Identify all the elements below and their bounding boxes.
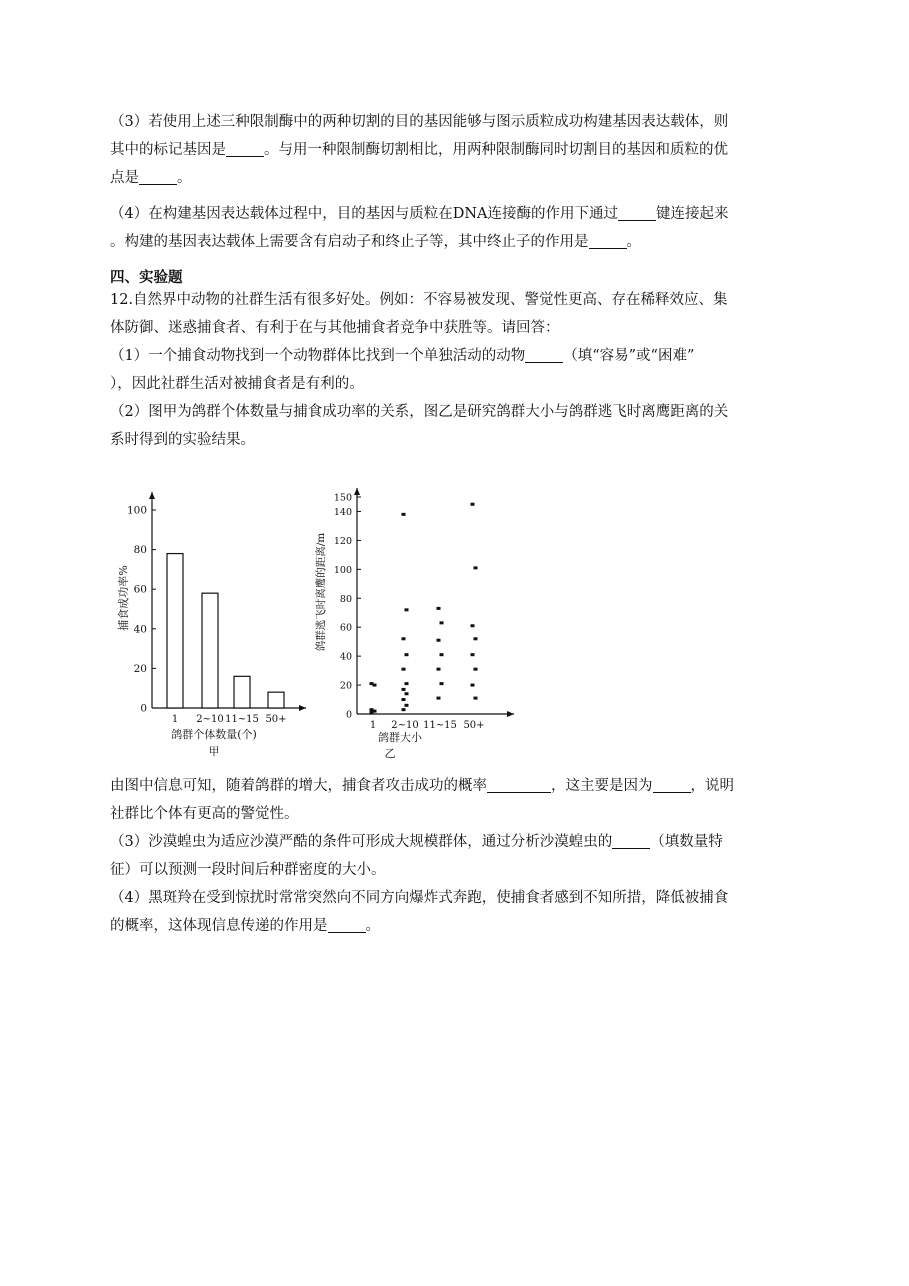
y-tick-label: 140	[333, 506, 352, 518]
question-12-block	[110, 286, 800, 454]
y-tick-label: 60	[339, 622, 352, 634]
data-point	[402, 708, 406, 711]
y-tick-label: 40	[133, 623, 147, 636]
y-tick-label: 0	[345, 709, 352, 721]
data-point	[405, 608, 409, 611]
q12-part2-line-2: 系时得到的实验结果。	[110, 432, 255, 448]
q12-after-line-2: 社群比个体有更高的警觉性。	[110, 806, 299, 822]
data-point	[370, 708, 374, 711]
y-tick-label: 100	[333, 564, 352, 576]
q12-part3-line-2: 征）可以预测一段时间后种群密度的大小。	[110, 862, 386, 878]
data-point	[474, 637, 478, 640]
chart-jia	[116, 492, 306, 758]
y-tick-label: 20	[133, 662, 147, 675]
question-4-block	[110, 200, 800, 256]
q12-part3-line-1: （3）沙漠蝗虫为适应沙漠严酷的条件可形成大规模群体，通过分析沙漠蝗虫的 （填数量特	[110, 834, 723, 850]
answer-blank[interactable]	[618, 204, 656, 221]
q12-part1-line-1: （1）一个捕食动物找到一个动物群体比找到一个单独活动的动物 （填“容易”或“困难”	[110, 348, 695, 364]
q12-intro-1: 12.自然界中动物的社群生活有很多好处。例如：不容易被发现、警觉性更高、存在稀释效应、集	[110, 292, 728, 308]
data-point	[405, 704, 409, 707]
data-point	[402, 698, 406, 701]
data-point	[405, 692, 409, 695]
x-axis-title: 鸽群大小	[378, 731, 422, 744]
data-point	[402, 668, 406, 671]
q12-part4-line-1: （4）黑斑羚在受到惊扰时常常突然向不同方向爆炸式奔跑，使捕食者感到不知所措，降低被捕食	[110, 890, 729, 906]
data-point	[405, 653, 409, 656]
x-axis-title: 鸽群个体数量(个)	[171, 728, 257, 741]
y-tick-label: 40	[339, 651, 352, 663]
data-point	[370, 682, 374, 685]
answer-blank[interactable]	[589, 232, 627, 249]
answer-blank[interactable]	[328, 916, 366, 933]
x-tick-label: 2~10	[196, 714, 224, 725]
y-tick-label: 80	[133, 544, 147, 557]
data-point	[402, 637, 406, 640]
q12-part2-line-1: （2）图甲为鸽群个体数量与捕食成功率的关系，图乙是研究鸽群大小与鸽群逃飞时离鹰距离的关	[110, 404, 729, 420]
x-tick-label: 11~15	[423, 720, 457, 731]
y-axis-title: 捕食成功率%	[117, 565, 130, 631]
section-title: 四、实验题	[110, 270, 183, 286]
q4-line-1: （4）在构建基因表达载体过程中，目的基因与质粒在DNA连接酶的作用下通过 键连接起来	[110, 206, 729, 222]
figure-charts	[0, 480, 909, 770]
x-tick-label: 11~15	[225, 714, 259, 725]
answer-blank[interactable]	[226, 140, 264, 157]
x-tick-label: 1	[171, 714, 179, 725]
data-point	[474, 697, 478, 700]
x-tick-label: 2~10	[391, 720, 419, 731]
y-tick-label: 0	[140, 702, 147, 715]
q12-part4-line-2: 的概率，这体现信息传递的作用是 。	[110, 918, 380, 934]
data-point	[437, 607, 441, 610]
q12-part1-line-2: ），因此社群生活对被捕食者是有利的。	[110, 376, 364, 392]
chart-yi	[314, 488, 514, 760]
data-point	[402, 688, 406, 691]
answer-blank[interactable]	[525, 346, 563, 363]
data-point	[471, 653, 475, 656]
question-12-continued	[110, 772, 800, 940]
chart-caption: 甲	[208, 745, 220, 758]
q3-line-2: 其中的标记基因是 。与用一种限制酶切割相比，用两种限制酶同时切割目的基因和质粒的优	[110, 142, 728, 158]
y-tick-label: 150	[333, 492, 352, 504]
bar	[167, 554, 183, 708]
q3-line-3: 点是 。	[110, 170, 192, 186]
answer-blank[interactable]	[139, 168, 177, 185]
data-point	[437, 639, 441, 642]
bar	[202, 593, 218, 708]
y-axis-arrow	[354, 488, 360, 495]
x-tick-label: 50+	[463, 720, 485, 731]
y-tick-label: 120	[333, 535, 352, 547]
data-point	[474, 668, 478, 671]
data-point	[474, 566, 478, 569]
data-point	[437, 668, 441, 671]
data-point	[471, 684, 475, 687]
answer-blank[interactable]	[487, 776, 551, 793]
data-point	[471, 624, 475, 627]
x-axis-arrow	[299, 705, 306, 711]
q12-intro-2: 体防御、迷惑捕食者、有利于在与其他捕食者竞争中获胜等。请回答：	[110, 320, 560, 336]
question-3-block	[110, 108, 800, 192]
bar	[268, 692, 284, 708]
q3-line-1: （3）若使用上述三种限制酶中的两种切割的目的基因能够与图示质粒成功构建基因表达载体，则	[110, 114, 729, 130]
data-point	[402, 513, 406, 516]
answer-blank[interactable]	[612, 832, 650, 849]
y-tick-label: 60	[133, 583, 147, 596]
chart-caption: 乙	[384, 747, 396, 760]
data-point	[440, 682, 444, 685]
data-point	[440, 621, 444, 624]
x-tick-label: 1	[369, 720, 377, 731]
y-tick-label: 100	[126, 504, 147, 517]
y-axis-title: 鸽群逃飞时离鹰的距离/m	[315, 532, 327, 652]
data-point	[471, 503, 475, 506]
y-axis-arrow	[149, 492, 155, 499]
y-tick-label: 80	[339, 593, 352, 605]
data-point	[437, 697, 441, 700]
data-point	[440, 653, 444, 656]
q4-line-2: 。构建的基因表达载体上需要含有启动子和终止子等，其中终止子的作用是 。	[110, 234, 641, 250]
answer-blank[interactable]	[653, 776, 691, 793]
x-axis-arrow	[507, 711, 514, 717]
x-tick-label: 50+	[265, 714, 287, 725]
y-tick-label: 20	[339, 680, 352, 692]
q12-after-line-1: 由图中信息可知，随着鸽群的增大，捕食者攻击成功的概率 ，这主要是因为 ，说明	[110, 778, 734, 794]
bar	[234, 676, 250, 708]
data-point	[405, 682, 409, 685]
